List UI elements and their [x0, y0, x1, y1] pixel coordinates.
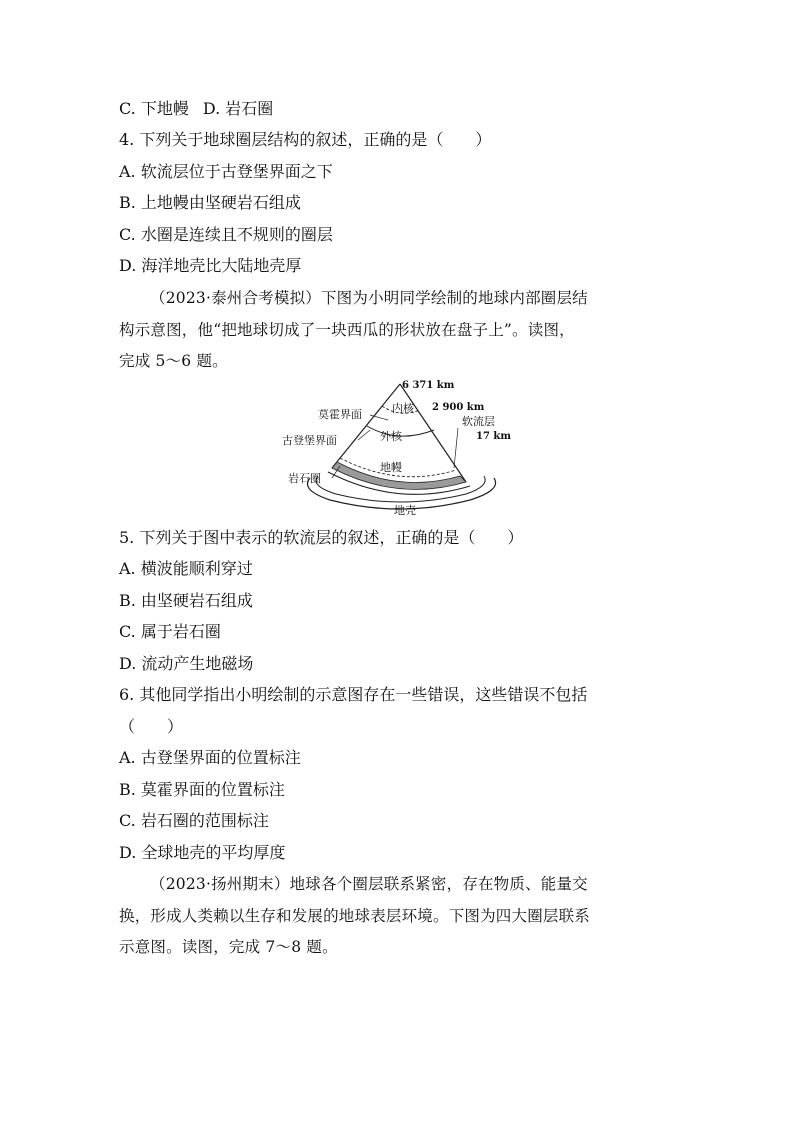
- q5-option-c: C. 属于岩石圈: [119, 622, 221, 641]
- q4-option-d: D. 海洋地壳比大陆地壳厚: [119, 256, 302, 275]
- passage1-line2: 构示意图，他“把地球切成了一块西瓜的形状放在盘子上”。读图，: [119, 321, 575, 339]
- q6-option-a: A. 古登堡界面的位置标注: [119, 748, 301, 767]
- q4-option-c: C. 水圈是连续且不规则的圈层: [119, 225, 333, 244]
- passage1-line1: （2023·泰州合考模拟）下图为小明同学绘制的地球内部圈层结: [150, 289, 588, 307]
- q3-option-c: C. 下地幔: [119, 99, 189, 118]
- slice-left-edge: [332, 384, 400, 468]
- q3-option-d: D. 岩石圈: [202, 99, 274, 118]
- q6-option-c: C. 岩石圈的范围标注: [119, 811, 269, 830]
- label-radius: 6 371 km: [402, 380, 455, 391]
- q6-stem-line2: （ ）: [119, 717, 184, 736]
- passage2-line1: （2023·扬州期末）地球各个圈层联系紧密，存在物质、能量交: [150, 875, 588, 893]
- label-asthenosphere: 软流层: [462, 415, 495, 428]
- passage2-line2: 换，形成人类赖以生存和发展的地球表层环境。下图为四大圈层联系: [119, 907, 591, 925]
- label-lithosphere: 岩石圈: [288, 472, 321, 485]
- label-outer-core: 外核: [380, 430, 402, 443]
- label-mantle: 地幔: [380, 461, 402, 474]
- asthenosphere-leader: [454, 428, 458, 468]
- passage2-line3: 示意图。读图，完成 7～8 题。: [119, 938, 338, 956]
- label-crust: 地壳: [394, 504, 416, 517]
- q5-stem: 5. 下列关于图中表示的软流层的叙述，正确的是（ ）: [119, 528, 524, 547]
- q4-option-b: B. 上地幔由坚硬岩石组成: [119, 193, 301, 212]
- q5-option-a: A. 横波能顺利穿过: [119, 559, 253, 578]
- label-depth-2900: 2 900 km: [432, 402, 485, 413]
- label-gutenberg: 古登堡界面: [282, 434, 337, 447]
- q4-stem: 4. 下列关于地球圈层结构的叙述，正确的是（ ）: [119, 130, 492, 149]
- q6-stem-line1: 6. 其他同学指出小明绘制的示意图存在一些错误，这些错误不包括: [119, 685, 588, 704]
- q6-option-d: D. 全球地壳的平均厚度: [119, 843, 286, 862]
- label-depth-17: 17 km: [476, 431, 511, 442]
- q3-options-row: [119, 99, 273, 119]
- gutenberg-leader: [358, 430, 370, 440]
- label-inner-core: 内核: [392, 402, 414, 415]
- passage1-line3: 完成 5～6 题。: [119, 352, 228, 370]
- slice-right-edge: [400, 384, 466, 482]
- label-moho: 莫霍界面: [318, 408, 362, 421]
- q5-option-b: B. 由坚硬岩石组成: [119, 591, 253, 610]
- q6-option-b: B. 莫霍界面的位置标注: [119, 780, 285, 799]
- earth-layers-diagram: [270, 378, 530, 518]
- q5-option-d: D. 流动产生地磁场: [119, 654, 254, 673]
- q4-option-a: A. 软流层位于古登堡界面之下: [119, 162, 333, 181]
